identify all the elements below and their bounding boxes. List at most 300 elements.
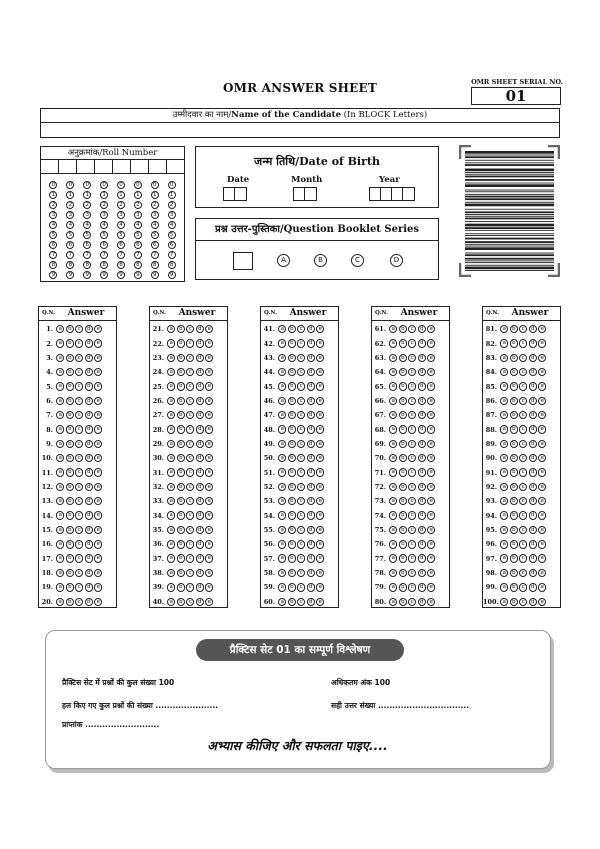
roll-digit-bubble[interactable]: 8	[168, 261, 176, 269]
answer-bubble-a[interactable]: a	[500, 368, 508, 376]
answer-bubble-d[interactable]: d	[307, 583, 315, 591]
answer-bubble-a[interactable]: a	[500, 598, 508, 606]
roll-digit-bubble[interactable]: 8	[49, 261, 57, 269]
answer-bubble-b[interactable]: b	[177, 397, 185, 405]
answer-bubble-c[interactable]: c	[408, 511, 416, 519]
answer-bubble-e[interactable]: e	[538, 425, 546, 433]
answer-bubble-a[interactable]: a	[278, 526, 286, 534]
answer-bubble-b[interactable]: b	[399, 339, 407, 347]
roll-digit-bubble[interactable]: 3	[83, 211, 91, 219]
answer-bubble-b[interactable]: b	[177, 511, 185, 519]
answer-bubble-d[interactable]: d	[85, 598, 93, 606]
answer-bubble-d[interactable]: d	[529, 454, 537, 462]
answer-bubble-c[interactable]: c	[408, 497, 416, 505]
answer-bubble-d[interactable]: d	[529, 368, 537, 376]
roll-digit-bubble[interactable]: 1	[151, 191, 159, 199]
answer-bubble-d[interactable]: d	[529, 468, 537, 476]
answer-bubble-c[interactable]: c	[75, 411, 83, 419]
answer-bubble-c[interactable]: c	[75, 325, 83, 333]
dob-year-cells[interactable]	[369, 187, 415, 201]
answer-bubble-b[interactable]: b	[177, 598, 185, 606]
roll-digit-bubble[interactable]: 6	[83, 241, 91, 249]
answer-bubble-b[interactable]: b	[66, 368, 74, 376]
answer-bubble-b[interactable]: b	[288, 583, 296, 591]
roll-digit-bubble[interactable]: 0	[100, 181, 108, 189]
answer-bubble-b[interactable]: b	[177, 368, 185, 376]
answer-bubble-e[interactable]: e	[316, 454, 324, 462]
answer-bubble-b[interactable]: b	[399, 468, 407, 476]
answer-bubble-a[interactable]: a	[389, 497, 397, 505]
answer-bubble-d[interactable]: d	[307, 569, 315, 577]
answer-bubble-e[interactable]: e	[94, 483, 102, 491]
answer-bubble-e[interactable]: e	[538, 354, 546, 362]
answer-bubble-d[interactable]: d	[307, 339, 315, 347]
answer-bubble-b[interactable]: b	[510, 411, 518, 419]
roll-digit-bubble[interactable]: 2	[168, 201, 176, 209]
answer-bubble-c[interactable]: c	[186, 368, 194, 376]
answer-bubble-b[interactable]: b	[177, 483, 185, 491]
series-option-b[interactable]: B	[314, 254, 327, 267]
answer-bubble-a[interactable]: a	[278, 454, 286, 462]
roll-digit-bubble[interactable]: 2	[100, 201, 108, 209]
answer-bubble-e[interactable]: e	[427, 382, 435, 390]
answer-bubble-e[interactable]: e	[427, 397, 435, 405]
answer-bubble-d[interactable]: d	[418, 497, 426, 505]
answer-bubble-c[interactable]: c	[186, 440, 194, 448]
answer-bubble-d[interactable]: d	[529, 325, 537, 333]
roll-digit-bubble[interactable]: 9	[117, 271, 125, 279]
answer-bubble-d[interactable]: d	[529, 425, 537, 433]
answer-bubble-b[interactable]: b	[288, 468, 296, 476]
answer-bubble-a[interactable]: a	[56, 583, 64, 591]
roll-digit-bubble[interactable]: 2	[83, 201, 91, 209]
answer-bubble-c[interactable]: c	[519, 454, 527, 462]
answer-bubble-e[interactable]: e	[205, 598, 213, 606]
answer-bubble-d[interactable]: d	[529, 569, 537, 577]
answer-bubble-d[interactable]: d	[85, 454, 93, 462]
answer-bubble-a[interactable]: a	[56, 382, 64, 390]
answer-bubble-b[interactable]: b	[399, 354, 407, 362]
attempted-questions-field[interactable]: हल किए गए कुल प्रश्नों की संख्या ......................	[62, 701, 219, 710]
answer-bubble-b[interactable]: b	[288, 440, 296, 448]
answer-bubble-e[interactable]: e	[316, 554, 324, 562]
roll-digit-bubble[interactable]: 8	[134, 261, 142, 269]
booklet-series-box[interactable]	[233, 252, 253, 270]
answer-bubble-d[interactable]: d	[196, 526, 204, 534]
answer-bubble-a[interactable]: a	[56, 497, 64, 505]
answer-bubble-d[interactable]: d	[529, 411, 537, 419]
answer-bubble-a[interactable]: a	[500, 382, 508, 390]
roll-digit-bubble[interactable]: 8	[117, 261, 125, 269]
answer-bubble-e[interactable]: e	[427, 468, 435, 476]
answer-bubble-d[interactable]: d	[418, 325, 426, 333]
answer-bubble-c[interactable]: c	[186, 598, 194, 606]
answer-bubble-a[interactable]: a	[389, 425, 397, 433]
roll-digit-bubble[interactable]: 7	[151, 251, 159, 259]
answer-bubble-a[interactable]: a	[56, 569, 64, 577]
answer-bubble-d[interactable]: d	[307, 354, 315, 362]
answer-bubble-a[interactable]: a	[167, 554, 175, 562]
answer-bubble-a[interactable]: a	[500, 483, 508, 491]
roll-digit-bubble[interactable]: 1	[83, 191, 91, 199]
answer-bubble-e[interactable]: e	[205, 425, 213, 433]
answer-bubble-b[interactable]: b	[288, 368, 296, 376]
roll-digit-bubble[interactable]: 5	[100, 231, 108, 239]
dob-date-cells[interactable]	[223, 187, 247, 201]
answer-bubble-a[interactable]: a	[167, 440, 175, 448]
answer-bubble-b[interactable]: b	[510, 425, 518, 433]
answer-bubble-c[interactable]: c	[75, 511, 83, 519]
roll-digit-bubble[interactable]: 9	[66, 271, 74, 279]
answer-bubble-d[interactable]: d	[196, 554, 204, 562]
answer-bubble-d[interactable]: d	[196, 454, 204, 462]
answer-bubble-c[interactable]: c	[75, 339, 83, 347]
answer-bubble-c[interactable]: c	[408, 526, 416, 534]
answer-bubble-b[interactable]: b	[399, 511, 407, 519]
answer-bubble-d[interactable]: d	[196, 583, 204, 591]
answer-bubble-c[interactable]: c	[75, 540, 83, 548]
answer-bubble-d[interactable]: d	[529, 483, 537, 491]
answer-bubble-d[interactable]: d	[307, 468, 315, 476]
answer-bubble-e[interactable]: e	[316, 368, 324, 376]
answer-bubble-b[interactable]: b	[399, 583, 407, 591]
answer-bubble-b[interactable]: b	[399, 325, 407, 333]
roll-digit-bubble[interactable]: 2	[134, 201, 142, 209]
answer-bubble-b[interactable]: b	[288, 339, 296, 347]
answer-bubble-c[interactable]: c	[519, 483, 527, 491]
answer-bubble-b[interactable]: b	[510, 598, 518, 606]
roll-digit-bubble[interactable]: 2	[49, 201, 57, 209]
answer-bubble-b[interactable]: b	[66, 339, 74, 347]
answer-bubble-c[interactable]: c	[408, 440, 416, 448]
answer-bubble-e[interactable]: e	[427, 540, 435, 548]
answer-bubble-d[interactable]: d	[529, 440, 537, 448]
roll-entry-cell[interactable]	[113, 160, 131, 173]
answer-bubble-b[interactable]: b	[288, 411, 296, 419]
answer-bubble-a[interactable]: a	[389, 397, 397, 405]
answer-bubble-a[interactable]: a	[278, 598, 286, 606]
answer-bubble-b[interactable]: b	[288, 511, 296, 519]
answer-bubble-c[interactable]: c	[519, 526, 527, 534]
answer-bubble-a[interactable]: a	[278, 368, 286, 376]
roll-digit-bubble[interactable]: 0	[134, 181, 142, 189]
answer-bubble-a[interactable]: a	[389, 583, 397, 591]
answer-bubble-c[interactable]: c	[519, 397, 527, 405]
answer-bubble-a[interactable]: a	[56, 411, 64, 419]
answer-bubble-a[interactable]: a	[278, 540, 286, 548]
answer-bubble-e[interactable]: e	[94, 411, 102, 419]
roll-digit-bubble[interactable]: 2	[66, 201, 74, 209]
answer-bubble-c[interactable]: c	[75, 382, 83, 390]
answer-bubble-d[interactable]: d	[418, 583, 426, 591]
answer-bubble-a[interactable]: a	[389, 511, 397, 519]
answer-bubble-c[interactable]: c	[519, 368, 527, 376]
answer-bubble-e[interactable]: e	[427, 454, 435, 462]
answer-bubble-b[interactable]: b	[288, 554, 296, 562]
answer-bubble-b[interactable]: b	[510, 511, 518, 519]
roll-digit-bubble[interactable]: 3	[151, 211, 159, 219]
answer-bubble-a[interactable]: a	[389, 468, 397, 476]
answer-bubble-e[interactable]: e	[316, 411, 324, 419]
answer-bubble-c[interactable]: c	[408, 325, 416, 333]
answer-bubble-d[interactable]: d	[85, 440, 93, 448]
answer-bubble-c[interactable]: c	[186, 339, 194, 347]
roll-digit-bubble[interactable]: 4	[100, 221, 108, 229]
answer-bubble-b[interactable]: b	[510, 526, 518, 534]
answer-bubble-e[interactable]: e	[538, 569, 546, 577]
roll-digit-bubble[interactable]: 9	[168, 271, 176, 279]
answer-bubble-b[interactable]: b	[177, 497, 185, 505]
answer-bubble-d[interactable]: d	[418, 368, 426, 376]
roll-digit-bubble[interactable]: 9	[83, 271, 91, 279]
answer-bubble-d[interactable]: d	[418, 354, 426, 362]
answer-bubble-a[interactable]: a	[167, 454, 175, 462]
roll-digit-bubble[interactable]: 4	[151, 221, 159, 229]
answer-bubble-c[interactable]: c	[519, 569, 527, 577]
roll-entry-cell[interactable]	[131, 160, 149, 173]
answer-bubble-c[interactable]: c	[408, 483, 416, 491]
answer-bubble-d[interactable]: d	[418, 425, 426, 433]
answer-bubble-c[interactable]: c	[408, 397, 416, 405]
answer-bubble-a[interactable]: a	[278, 425, 286, 433]
answer-bubble-e[interactable]: e	[538, 368, 546, 376]
answer-bubble-c[interactable]: c	[519, 440, 527, 448]
roll-digit-bubble[interactable]: 8	[83, 261, 91, 269]
answer-bubble-c[interactable]: c	[186, 411, 194, 419]
answer-bubble-e[interactable]: e	[94, 325, 102, 333]
answer-bubble-a[interactable]: a	[500, 354, 508, 362]
roll-digit-bubble[interactable]: 6	[100, 241, 108, 249]
answer-bubble-d[interactable]: d	[196, 325, 204, 333]
answer-bubble-c[interactable]: c	[297, 397, 305, 405]
roll-digit-bubble[interactable]: 8	[100, 261, 108, 269]
answer-bubble-c[interactable]: c	[186, 540, 194, 548]
answer-bubble-a[interactable]: a	[278, 497, 286, 505]
answer-bubble-c[interactable]: c	[297, 511, 305, 519]
answer-bubble-c[interactable]: c	[186, 425, 194, 433]
answer-bubble-c[interactable]: c	[408, 554, 416, 562]
answer-bubble-d[interactable]: d	[418, 526, 426, 534]
roll-digit-bubble[interactable]: 0	[66, 181, 74, 189]
answer-bubble-e[interactable]: e	[427, 598, 435, 606]
answer-bubble-e[interactable]: e	[205, 511, 213, 519]
answer-bubble-a[interactable]: a	[278, 468, 286, 476]
answer-bubble-b[interactable]: b	[510, 569, 518, 577]
answer-bubble-c[interactable]: c	[75, 397, 83, 405]
roll-digit-bubble[interactable]: 5	[49, 231, 57, 239]
answer-bubble-e[interactable]: e	[316, 425, 324, 433]
answer-bubble-e[interactable]: e	[94, 526, 102, 534]
answer-bubble-c[interactable]: c	[297, 440, 305, 448]
answer-bubble-d[interactable]: d	[196, 540, 204, 548]
answer-bubble-b[interactable]: b	[399, 425, 407, 433]
answer-bubble-e[interactable]: e	[205, 354, 213, 362]
answer-bubble-b[interactable]: b	[66, 440, 74, 448]
answer-bubble-c[interactable]: c	[75, 583, 83, 591]
answer-bubble-a[interactable]: a	[56, 325, 64, 333]
answer-bubble-c[interactable]: c	[297, 583, 305, 591]
answer-bubble-a[interactable]: a	[56, 598, 64, 606]
roll-entry-cell[interactable]	[95, 160, 113, 173]
answer-bubble-c[interactable]: c	[408, 583, 416, 591]
answer-bubble-d[interactable]: d	[418, 598, 426, 606]
answer-bubble-e[interactable]: e	[316, 339, 324, 347]
answer-bubble-a[interactable]: a	[278, 569, 286, 577]
answer-bubble-e[interactable]: e	[427, 569, 435, 577]
answer-bubble-b[interactable]: b	[288, 598, 296, 606]
answer-bubble-a[interactable]: a	[167, 425, 175, 433]
roll-digit-bubble[interactable]: 6	[151, 241, 159, 249]
answer-bubble-a[interactable]: a	[56, 468, 64, 476]
answer-bubble-e[interactable]: e	[538, 454, 546, 462]
answer-bubble-e[interactable]: e	[427, 511, 435, 519]
answer-bubble-a[interactable]: a	[500, 526, 508, 534]
answer-bubble-a[interactable]: a	[56, 339, 64, 347]
answer-bubble-e[interactable]: e	[316, 540, 324, 548]
answer-bubble-b[interactable]: b	[177, 583, 185, 591]
roll-digit-bubble[interactable]: 2	[117, 201, 125, 209]
answer-bubble-e[interactable]: e	[427, 425, 435, 433]
answer-bubble-d[interactable]: d	[85, 526, 93, 534]
answer-bubble-d[interactable]: d	[85, 583, 93, 591]
answer-bubble-c[interactable]: c	[408, 382, 416, 390]
answer-bubble-d[interactable]: d	[196, 483, 204, 491]
correct-answers-field[interactable]: सही उत्तर संख्या ................................	[331, 701, 470, 710]
answer-bubble-c[interactable]: c	[75, 425, 83, 433]
answer-bubble-d[interactable]: d	[307, 382, 315, 390]
answer-bubble-c[interactable]: c	[519, 511, 527, 519]
answer-bubble-d[interactable]: d	[418, 411, 426, 419]
answer-bubble-b[interactable]: b	[399, 540, 407, 548]
answer-bubble-e[interactable]: e	[94, 540, 102, 548]
answer-bubble-c[interactable]: c	[297, 483, 305, 491]
answer-bubble-d[interactable]: d	[307, 483, 315, 491]
answer-bubble-b[interactable]: b	[66, 411, 74, 419]
answer-bubble-c[interactable]: c	[186, 583, 194, 591]
answer-bubble-d[interactable]: d	[418, 454, 426, 462]
answer-bubble-d[interactable]: d	[418, 554, 426, 562]
answer-bubble-d[interactable]: d	[529, 397, 537, 405]
answer-bubble-e[interactable]: e	[316, 397, 324, 405]
roll-digit-bubble[interactable]: 5	[134, 231, 142, 239]
answer-bubble-a[interactable]: a	[167, 598, 175, 606]
roll-digit-bubble[interactable]: 9	[49, 271, 57, 279]
answer-bubble-a[interactable]: a	[167, 483, 175, 491]
answer-bubble-c[interactable]: c	[75, 526, 83, 534]
answer-bubble-a[interactable]: a	[56, 554, 64, 562]
answer-bubble-b[interactable]: b	[399, 554, 407, 562]
answer-bubble-e[interactable]: e	[538, 526, 546, 534]
roll-digit-bubble[interactable]: 7	[134, 251, 142, 259]
roll-entry-cell[interactable]	[167, 160, 184, 173]
answer-bubble-c[interactable]: c	[186, 454, 194, 462]
answer-bubble-c[interactable]: c	[297, 382, 305, 390]
answer-bubble-c[interactable]: c	[75, 569, 83, 577]
answer-bubble-c[interactable]: c	[75, 497, 83, 505]
answer-bubble-d[interactable]: d	[196, 440, 204, 448]
answer-bubble-a[interactable]: a	[389, 411, 397, 419]
answer-bubble-e[interactable]: e	[205, 497, 213, 505]
answer-bubble-a[interactable]: a	[389, 368, 397, 376]
answer-bubble-b[interactable]: b	[66, 325, 74, 333]
answer-bubble-a[interactable]: a	[500, 583, 508, 591]
answer-bubble-d[interactable]: d	[529, 583, 537, 591]
roll-digit-bubble[interactable]: 7	[117, 251, 125, 259]
answer-bubble-c[interactable]: c	[186, 382, 194, 390]
answer-bubble-d[interactable]: d	[307, 397, 315, 405]
answer-bubble-a[interactable]: a	[167, 397, 175, 405]
answer-bubble-a[interactable]: a	[56, 511, 64, 519]
answer-bubble-a[interactable]: a	[500, 411, 508, 419]
answer-bubble-c[interactable]: c	[186, 483, 194, 491]
roll-digit-bubble[interactable]: 7	[100, 251, 108, 259]
answer-bubble-b[interactable]: b	[66, 569, 74, 577]
answer-bubble-d[interactable]: d	[307, 454, 315, 462]
roll-digit-bubble[interactable]: 3	[66, 211, 74, 219]
answer-bubble-c[interactable]: c	[297, 411, 305, 419]
answer-bubble-c[interactable]: c	[297, 354, 305, 362]
answer-bubble-e[interactable]: e	[538, 468, 546, 476]
answer-bubble-e[interactable]: e	[427, 411, 435, 419]
answer-bubble-d[interactable]: d	[85, 569, 93, 577]
answer-bubble-c[interactable]: c	[519, 354, 527, 362]
answer-bubble-c[interactable]: c	[408, 540, 416, 548]
roll-digit-bubble[interactable]: 6	[66, 241, 74, 249]
answer-bubble-e[interactable]: e	[538, 325, 546, 333]
answer-bubble-a[interactable]: a	[56, 454, 64, 462]
answer-bubble-e[interactable]: e	[316, 440, 324, 448]
answer-bubble-c[interactable]: c	[519, 468, 527, 476]
answer-bubble-b[interactable]: b	[177, 569, 185, 577]
answer-bubble-a[interactable]: a	[278, 583, 286, 591]
answer-bubble-d[interactable]: d	[196, 497, 204, 505]
roll-digit-bubble[interactable]: 5	[151, 231, 159, 239]
answer-bubble-b[interactable]: b	[399, 440, 407, 448]
answer-bubble-e[interactable]: e	[205, 583, 213, 591]
answer-bubble-b[interactable]: b	[66, 598, 74, 606]
answer-bubble-e[interactable]: e	[316, 325, 324, 333]
answer-bubble-b[interactable]: b	[66, 483, 74, 491]
roll-digit-bubble[interactable]: 2	[151, 201, 159, 209]
answer-bubble-e[interactable]: e	[427, 325, 435, 333]
answer-bubble-e[interactable]: e	[94, 497, 102, 505]
answer-bubble-c[interactable]: c	[519, 497, 527, 505]
answer-bubble-a[interactable]: a	[167, 368, 175, 376]
answer-bubble-e[interactable]: e	[205, 468, 213, 476]
roll-entry-cell[interactable]	[41, 160, 59, 173]
answer-bubble-e[interactable]: e	[316, 483, 324, 491]
answer-bubble-c[interactable]: c	[186, 511, 194, 519]
answer-bubble-d[interactable]: d	[529, 382, 537, 390]
answer-bubble-e[interactable]: e	[205, 569, 213, 577]
answer-bubble-c[interactable]: c	[186, 526, 194, 534]
answer-bubble-a[interactable]: a	[389, 325, 397, 333]
answer-bubble-d[interactable]: d	[85, 540, 93, 548]
answer-bubble-b[interactable]: b	[510, 354, 518, 362]
roll-digit-bubble[interactable]: 6	[49, 241, 57, 249]
answer-bubble-a[interactable]: a	[56, 540, 64, 548]
answer-bubble-a[interactable]: a	[500, 511, 508, 519]
answer-bubble-d[interactable]: d	[85, 368, 93, 376]
answer-bubble-a[interactable]: a	[389, 483, 397, 491]
answer-bubble-b[interactable]: b	[510, 554, 518, 562]
answer-bubble-d[interactable]: d	[307, 554, 315, 562]
answer-bubble-d[interactable]: d	[196, 425, 204, 433]
answer-bubble-d[interactable]: d	[418, 483, 426, 491]
roll-digit-bubble[interactable]: 3	[117, 211, 125, 219]
answer-bubble-e[interactable]: e	[538, 554, 546, 562]
answer-bubble-d[interactable]: d	[85, 468, 93, 476]
